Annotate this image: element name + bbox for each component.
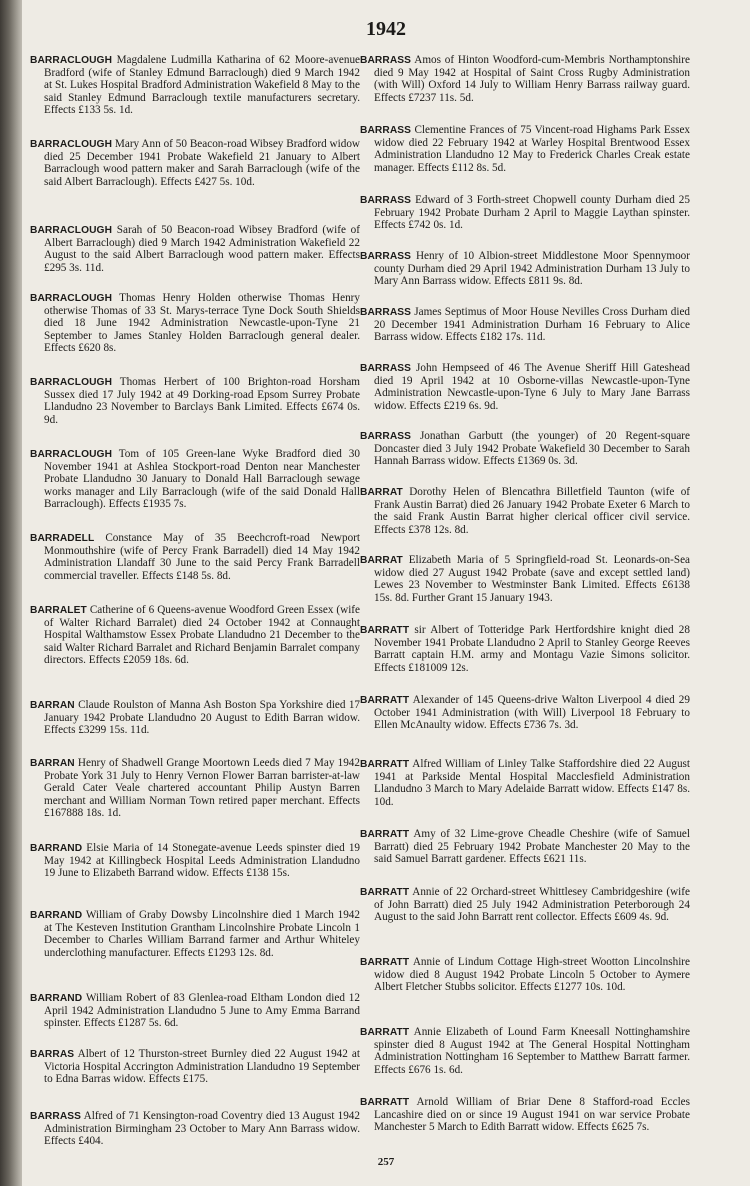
entry-surname: BARRASS	[30, 1111, 82, 1122]
probate-entry	[30, 1110, 360, 1148]
probate-entry	[30, 54, 360, 116]
entry-text: Thomas Henry Holden otherwise Thomas Henry otherwise Thomas of 33 St. Marys-terrace Tyne Dock South Shields died 18 June 1942 Administration Newcastle-upon-Tyne 21 September to James Stanley Holden Barraclough general dealer. Effects £620 8s.	[44, 292, 360, 354]
probate-entry	[30, 138, 360, 188]
entry-text: Elizabeth Maria of 5 Springfield-road St. Leonards-on-Sea widow died 27 August 1942 Probate (save and except settled land) Lewes 23 November to Westminster Bank Limited. Effects £6138 15s. 8d. Further Grant 15 January 1943.	[374, 554, 690, 604]
entry-surname: BARRATT	[360, 695, 410, 706]
entry-text: Alfred William of Linley Talke Staffordshire died 22 August 1941 at Parkside Mental Hospital Macclesfield Administration Llandudno 3 March to Mary Adelaide Barratt widow. Effects £147 8s. 10d.	[374, 758, 690, 808]
entry-surname: BARRACLOUGH	[30, 225, 113, 236]
entry-text: Constance May of 35 Beechcroft-road Newport Monmouthshire (wife of Percy Frank Barradell) died 14 May 1942 Administration Llandaff 30 June to the said Percy Frank Barradell commercial traveller. Effects £148 5s. 8d.	[44, 532, 361, 582]
entry-text: Jonathan Garbutt (the younger) of 20 Regent-square Doncaster died 3 July 1942 Probate Wakefield 30 December to Sarah Hannah Barrass widow. Effects £1369 0s. 3d.	[374, 430, 691, 468]
entry-surname: BARRAN	[30, 758, 75, 769]
entry-surname: BARRATT	[360, 759, 410, 770]
entry-text: sir Albert of Totteridge Park Hertfordshire knight died 28 November 1941 Probate Llandudno 2 April to Stanley George Reeves Barratt captain H.M. army and Montagu Vazie Simons solicitor. Effects £181009 12s.	[374, 624, 690, 674]
entry-surname: BARRALET	[30, 605, 87, 616]
entry-surname: BARRAT	[360, 555, 403, 566]
entry-surname: BARRAND	[30, 993, 83, 1004]
entry-text: Amy of 32 Lime-grove Cheadle Cheshire (wife of Samuel Barratt) died 25 February 1942 Probate Manchester 20 May to the said Samuel Barratt gardener. Effects £621 11s.	[374, 828, 691, 866]
entry-surname: BARRASS	[360, 125, 412, 136]
probate-entry	[30, 532, 360, 582]
probate-entry	[360, 1096, 690, 1134]
entry-text: Annie Elizabeth of Lound Farm Kneesall Nottinghamshire spinster died 8 August 1942 at The General Hospital Nottingham Administration Nottingham 16 September to Matthew Barratt farmer. Effects £676 1s. 6d.	[374, 1026, 690, 1076]
entry-text: Magdalene Ludmilla Katharina of 62 Moore-avenue Bradford (wife of Stanley Edmund Barraclough) died 9 March 1942 at St. Lukes Hospital Bradford Administration Wakefield 8 May to the said Stanley Edmund Barraclough textile manufacturers secretary. Effects £133 5s. 1d.	[44, 54, 361, 116]
entry-text: Clementine Frances of 75 Vincent-road Highams Park Essex widow died 22 February 1942 at Warley Hospital Brentwood Essex Administration Llandudno 12 May to Frederick Charles Creak estate manager. Effects £112 8s. 5d.	[374, 124, 691, 174]
entry-text: Dorothy Helen of Blencathra Billetfield Taunton (wife of Frank Austin Barrat) died 26 January 1942 Probate Exeter 6 March to the said Frank Austin Barrat higher clerical officer civil service. Effects £378 12s. 8d.	[374, 486, 691, 536]
entry-text: William Robert of 83 Glenlea-road Eltham London died 12 April 1942 Administration Llandudno 5 June to Amy Emma Barrand spinster. Effects £1287 5s. 6d.	[44, 992, 360, 1030]
entry-text: Annie of 22 Orchard-street Whittlesey Cambridgeshire (wife of John Barratt) died 25 July 1942 Administration Peterborough 24 August to the said John Barratt rent collector. Effects £609 4s. 9d.	[374, 886, 690, 924]
entry-surname: BARRADELL	[30, 533, 95, 544]
probate-entry	[360, 194, 690, 232]
probate-entry	[360, 362, 690, 412]
probate-entry	[30, 699, 360, 737]
entry-text: Henry of Shadwell Grange Moortown Leeds died 7 May 1942 Probate York 31 July to Henry Vernon Flower Barran barrister-at-law Gerald Cater Veale chartered accountant Philip Austyn Barren merchant and William Norman Town retired paper merchant. Effects £167888 18s. 1d.	[44, 757, 360, 819]
entry-surname: BARRAT	[360, 487, 403, 498]
entry-surname: BARRAS	[30, 1049, 75, 1060]
entry-text: Thomas Herbert of 100 Brighton-road Horsham Sussex died 17 July 1942 at 49 Dorking-road Epsom Surrey Probate Llandudno 23 November to Barclays Bank Limited. Effects £674 0s. 9d.	[44, 376, 360, 426]
entry-surname: BARRASS	[360, 363, 412, 374]
entry-surname: BARRACLOUGH	[30, 377, 113, 388]
entry-text: Edward of 3 Forth-street Chopwell county Durham died 25 February 1942 Probate Durham 2 April to Maggie Laythan spinster. Effects £742 0s. 1d.	[374, 194, 690, 232]
probate-entry	[360, 430, 690, 468]
entry-text: James Septimus of Moor House Nevilles Cross Durham died 20 December 1941 Administration Durham 16 February to Alice Barrass widow. Effects £182 17s. 11d.	[374, 306, 691, 344]
probate-entry	[30, 992, 360, 1030]
probate-entry	[360, 124, 690, 174]
probate-entry	[360, 956, 690, 994]
entry-text: Annie of Lindum Cottage High-street Wootton Lincolnshire widow died 8 August 1942 Probate Lincoln 5 October to Aymere Albert Fletcher Stubbs solicitor. Effects £1277 10s. 10d.	[374, 956, 690, 994]
probate-entry	[360, 54, 690, 104]
probate-entry	[30, 224, 360, 274]
entry-surname: BARRASS	[360, 55, 412, 66]
probate-entry	[360, 828, 690, 866]
probate-entry	[360, 1026, 690, 1076]
probate-entry	[30, 448, 360, 510]
entry-surname: BARRASS	[360, 195, 412, 206]
probate-entry	[30, 376, 360, 426]
probate-entry	[360, 758, 690, 808]
probate-entry	[30, 604, 360, 666]
entry-text: Mary Ann of 50 Beacon-road Wibsey Bradford widow died 25 December 1941 Probate Wakefield 21 January to Albert Barraclough wood pattern maker and Sarah Barraclough (wife of the said Albert Barraclough). Effects £427 5s. 10d.	[44, 138, 361, 188]
entry-text: Amos of Hinton Woodford-cum-Membris Northamptonshire died 9 May 1942 at Hospital of Saint Cross Rugby Administration (with Will) Oxford 14 July to William Henry Barrass railway guard. Effects £7237 11s. 5d.	[374, 54, 690, 104]
entry-text: Claude Roulston of Manna Ash Boston Spa Yorkshire died 17 January 1942 Probate Llandudno 20 August to Edith Barran widow. Effects £3299 15s. 11d.	[44, 699, 361, 737]
probate-entry	[360, 250, 690, 288]
entry-surname: BARRASS	[360, 431, 412, 442]
entry-text: Alexander of 145 Queens-drive Walton Liverpool 4 died 29 October 1941 Administration (with Will) Liverpool 18 February to Ellen McAnaulty widow. Effects £736 7s. 3d.	[374, 694, 690, 732]
probate-entry	[360, 694, 690, 732]
probate-entry	[360, 886, 690, 924]
probate-entry	[30, 909, 360, 959]
entry-surname: BARRAN	[30, 700, 75, 711]
probate-entry	[30, 292, 360, 354]
probate-entry	[360, 306, 690, 344]
entry-text: Arnold William of Briar Dene 8 Stafford-road Eccles Lancashire died on or since 19 August 1941 on war service Probate Manchester 5 March to Edith Barratt widow. Effects £625 7s.	[374, 1096, 690, 1134]
entry-surname: BARRATT	[360, 1097, 410, 1108]
register-page	[22, 0, 750, 1186]
entry-surname: BARRAND	[30, 843, 83, 854]
probate-entry	[30, 757, 360, 819]
entry-surname: BARRATT	[360, 957, 410, 968]
probate-entry	[360, 554, 690, 604]
entry-surname: BARRACLOUGH	[30, 449, 113, 460]
entry-surname: BARRATT	[360, 829, 410, 840]
entry-text: William of Graby Dowsby Lincolnshire died 1 March 1942 at The Kesteven Institution Grantham Lincolnshire Probate Lincoln 1 December to Charles William Barrand farmer and Arthur Whiteley underclothing manufacturer. Effects £1293 12s. 8d.	[44, 909, 360, 959]
entry-surname: BARRATT	[360, 1027, 410, 1038]
probate-entry	[360, 486, 690, 536]
probate-entry	[30, 1048, 360, 1086]
entry-text: John Hempseed of 46 The Avenue Sheriff Hill Gateshead died 19 April 1942 at 10 Osborne-villas Newcastle-upon-Tyne Administration Newcastle-upon-Tyne 6 July to Mary Jane Barrass widow. Effects £219 6s. 9d.	[374, 362, 690, 412]
probate-entry	[360, 624, 690, 674]
probate-entry	[30, 842, 360, 880]
entry-surname: BARRASS	[360, 251, 412, 262]
entry-surname: BARRATT	[360, 887, 410, 898]
entry-surname: BARRAND	[30, 910, 83, 921]
entry-surname: BARRASS	[360, 307, 412, 318]
entry-surname: BARRACLOUGH	[30, 139, 113, 150]
page-number: 257	[377, 1156, 395, 1168]
entry-text: Tom of 105 Green-lane Wyke Bradford died 30 November 1941 at Ashlea Stockport-road Denton near Manchester Probate Llandudno 30 January to Donald Hall Barraclough sewage works manager and Lily Barraclough (wife of the said Donald Hall Barraclough). Effects £1935 7s.	[44, 448, 360, 510]
entry-text: Alfred of 71 Kensington-road Coventry died 13 August 1942 Administration Birmingham 23 October to Mary Ann Barrass widow. Effects £404.	[44, 1110, 360, 1148]
entry-surname: BARRACLOUGH	[30, 293, 113, 304]
entry-text: Elsie Maria of 14 Stonegate-avenue Leeds spinster died 19 May 1942 at Killingbeck Hospital Leeds Administration Llandudno 19 June to Elizabeth Barrand widow. Effects £138 15s.	[44, 842, 361, 880]
entry-text: Henry of 10 Albion-street Middlestone Moor Spennymoor county Durham died 29 April 1942 Administration Durham 13 July to Mary Ann Barrass widow. Effects £811 9s. 8d.	[374, 250, 690, 288]
entry-text: Sarah of 50 Beacon-road Wibsey Bradford (wife of Albert Barraclough) died 9 March 1942 Administration Wakefield 22 August to the said Albert Barraclough wood pattern maker. Effects £295 3s. 11d.	[44, 224, 360, 274]
entry-text: Catherine of 6 Queens-avenue Woodford Green Essex (wife of Walter Richard Barralet) died 24 October 1942 at Connaught Hospital Walthamstow Essex Probate Llandudno 21 December to the said Walter Richard Barralet and Richard Benjamin Barralet company directors. Effects £2059 18s. 6d.	[44, 604, 361, 666]
entry-surname: BARRACLOUGH	[30, 55, 113, 66]
entry-surname: BARRATT	[360, 625, 410, 636]
page-year-heading: 1942	[366, 18, 406, 40]
entry-text: Albert of 12 Thurston-street Burnley died 22 August 1942 at Victoria Hospital Accrington Administration Llandudno 19 September to Edna Barras widow. Effects £175.	[44, 1048, 360, 1086]
